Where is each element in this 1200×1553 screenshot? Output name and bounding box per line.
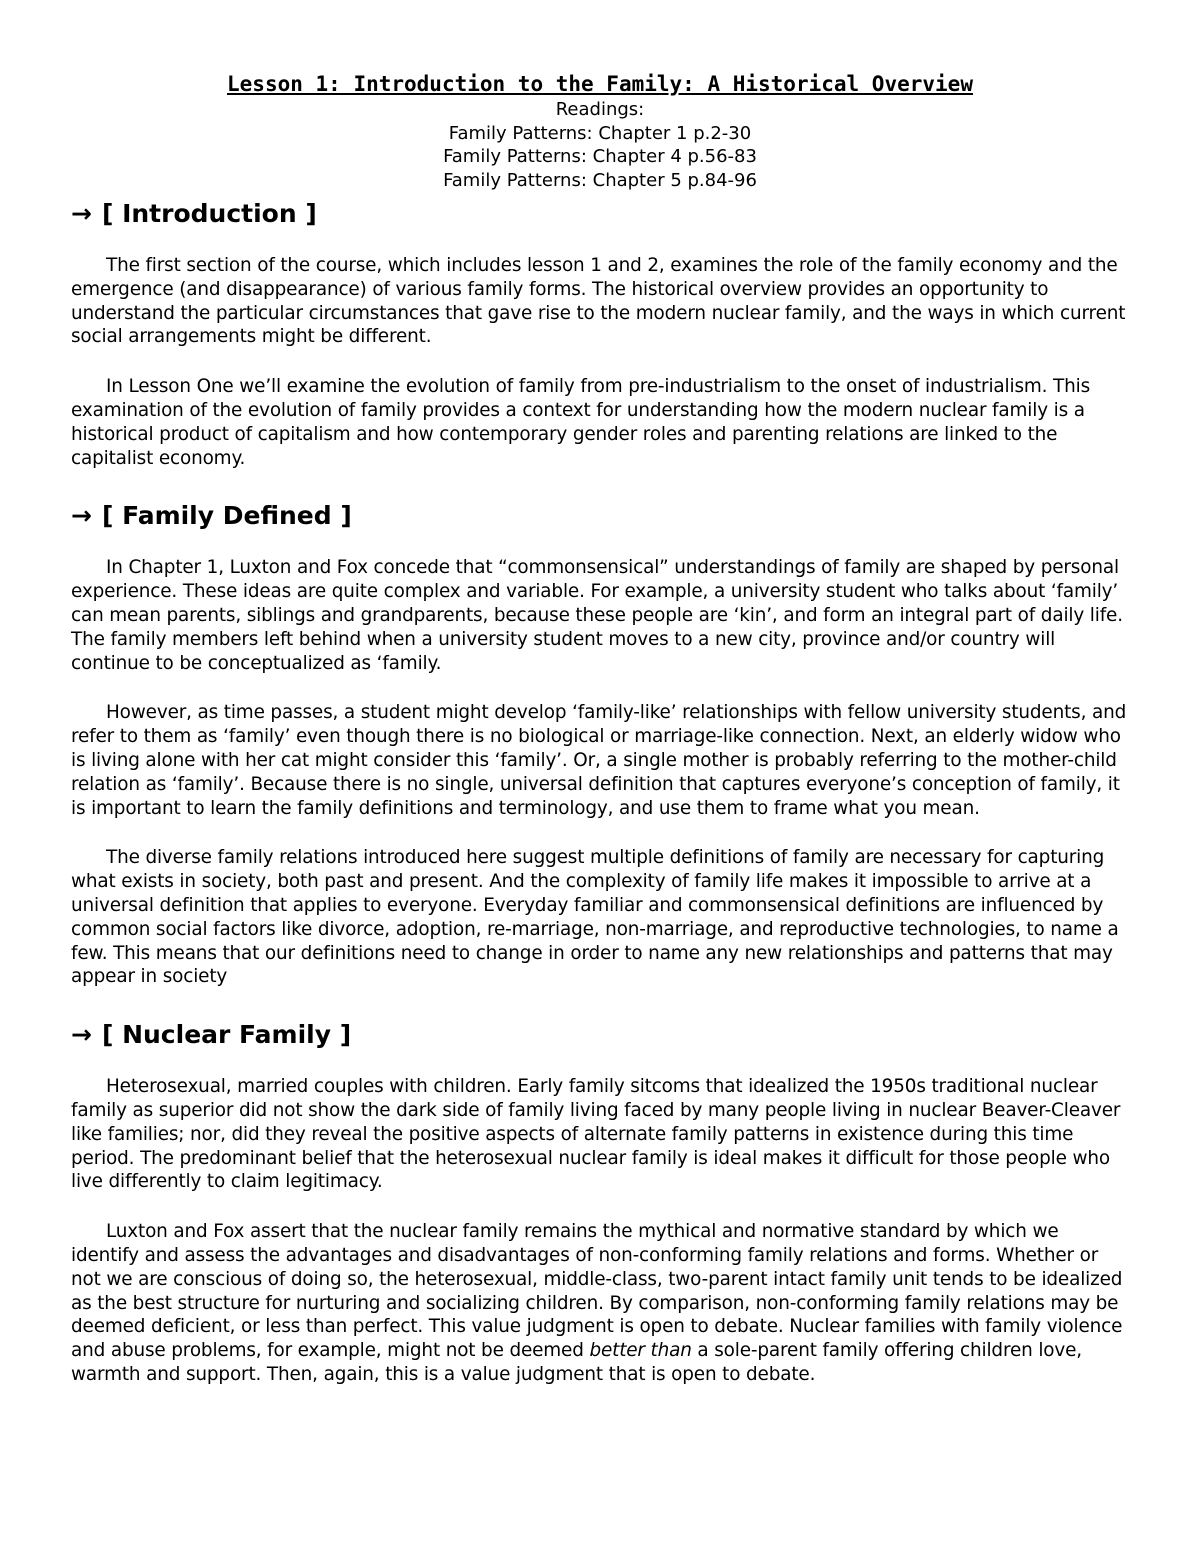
arrow-right-icon: → — [71, 1020, 92, 1050]
paragraph: In Lesson One we’ll examine the evolution of family from pre-industrialism to the onset of industrialism. This examination of the evolution of family provides a context for understanding how the modern nuclear family is a historical product of capitalism and how contemporary gender roles and parenting relations are linked to the capitalist economy. — [71, 376, 1091, 469]
document-title: Lesson 1: Introduction to the Family: A Historical Overview — [227, 72, 973, 96]
paragraph: The diverse family relations introduced here suggest multiple definitions of family are necessary for capturing what exists in society, both past and present. And the complexity of family life makes it impossible to arrive at a universal definition that applies to everyone. Everyday familiar and commonsensical definitions are influenced by common social factors like divorce, adoption, re-marriage, non-marriage, and reproductive technologies, to name a few. This means that our definitions need to change in order to name any new relationships and patterns that may appear in society — [71, 847, 1119, 988]
paragraph-text: Luxton and Fox assert that the nuclear family remains the mythical and normative standard by which we identify and assess the advantages and disadvantages of non-conforming family relations and forms. Whether or not we are conscious of doing so, the heterosexual, middle-class, two-parent intact family unit tends to be idealized as the best structure for nurturing and socializing children. By comparison, non-conforming family relations may be deemed deficient, or less than perfect. This value judgment is open to debate. Nuclear families with family violence and abuse problems, for example, might not be deemed — [71, 1221, 1123, 1362]
section-heading-nuclear-family — [71, 1019, 1129, 1051]
paragraph: The first section of the course, which includes lesson 1 and 2, examines the role of the family economy and the emergence (and disappearance) of various family forms. The historical overview provides an opportunity to understand the particular circumstances that gave rise to the modern nuclear family, and the ways in which current social arrangements might be different. — [71, 255, 1126, 348]
paragraph — [71, 1220, 1129, 1387]
paragraph: Heterosexual, married couples with children. Early family sitcoms that idealized the 1950s traditional nuclear family as superior did not show the dark side of family living faced by many people living in nuclear Beaver-Cleaver like families; nor, did they reveal the positive aspects of alternate family patterns in existence during this time period. The predominant belief that the heterosexual nuclear family is ideal makes it difficult for those people who live differently to claim legitimacy. — [71, 1076, 1121, 1193]
section-heading-label: [ Nuclear Family ] — [101, 1020, 352, 1050]
reading-item: Family Patterns: Chapter 1 p.2-30 — [448, 122, 752, 144]
reading-item: Family Patterns: Chapter 4 p.56-83 — [443, 146, 757, 167]
paragraph-text: a sole-parent family offering children love, warmth and support. Then, again, this is a value judgment that is open to debate. — [71, 1340, 1082, 1385]
section-heading-introduction — [71, 198, 1129, 230]
reading-item: Family Patterns: Chapter 5 p.84-96 — [443, 169, 757, 191]
readings-block — [71, 98, 1129, 192]
section-heading-label: [ Family Defined ] — [101, 501, 352, 531]
paragraph: In Chapter 1, Luxton and Fox concede that “commonsensical” understandings of family are shaped by personal experience. These ideas are quite complex and variable. For example, a university student who talks about ‘family’ can mean parents, siblings and grandparents, because these people are ‘kin’, and form an integral part of daily life. The family members left behind when a university student moves to a new city, province and/or country will continue to be conceptualized as ‘family. — [71, 557, 1123, 674]
document-page — [71, 70, 1129, 1387]
emphasis-text: better than — [589, 1340, 692, 1362]
readings-label: Readings: — [555, 99, 645, 120]
arrow-right-icon: → — [71, 199, 92, 228]
section-heading-label: [ Introduction ] — [101, 199, 317, 228]
paragraph: However, as time passes, a student might develop ‘family-like’ relationships with fellow university students, and refer to them as ‘family’ even though there is no biological or marriage-like connection. Next, an elderly widow who is living alone with her cat might consider this ‘family’. Or, a single mother is probably referring to the mother-child relation as ‘family’. Because there is no single, universal definition that captures everyone’s conception of family, it is important to learn the family definitions and terminology, and use them to frame what you mean. — [71, 702, 1127, 819]
section-heading-family-defined — [71, 500, 1129, 532]
arrow-right-icon: → — [71, 501, 92, 531]
